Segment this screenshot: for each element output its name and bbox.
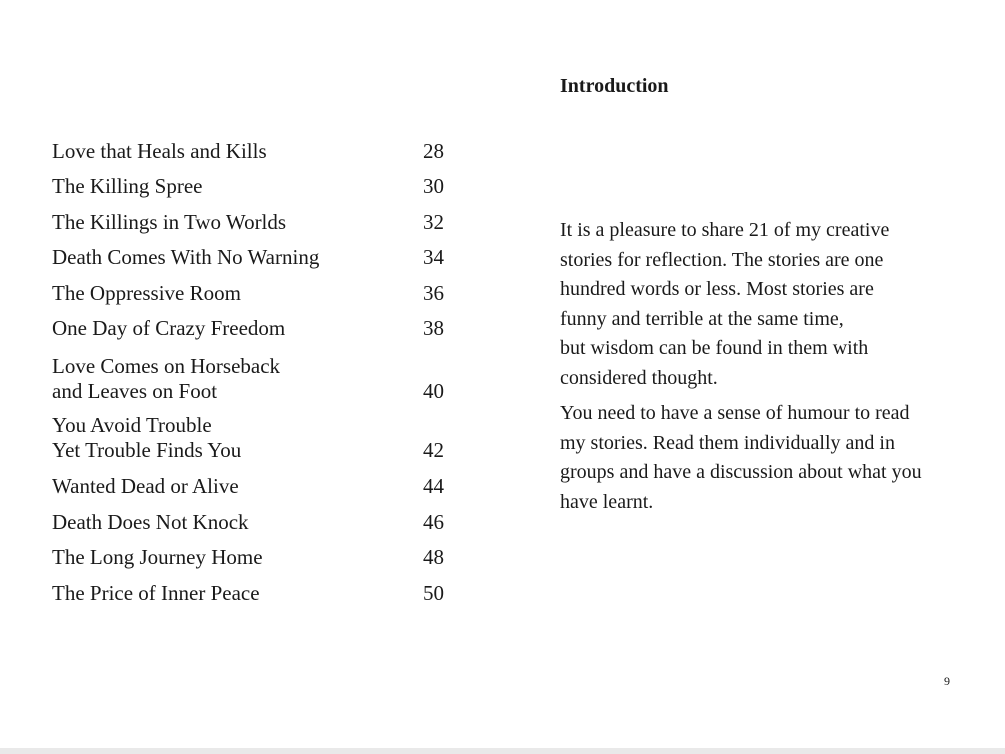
toc-entry-title <box>52 281 405 306</box>
toc-entry <box>52 306 452 342</box>
toc-entry-title-line: Death Comes With No Warning <box>52 245 320 269</box>
toc-entry-title-line: One Day of Crazy Freedom <box>52 316 286 340</box>
toc-entry-title-line: Death Does Not Knock <box>52 509 249 534</box>
toc-entry-title-line: You Avoid Trouble <box>52 413 212 437</box>
toc-entry-title <box>52 139 405 164</box>
table-of-contents <box>52 128 452 606</box>
toc-entry-page: 28 <box>423 138 444 163</box>
toc-entry-title <box>52 316 405 341</box>
toc-entry-title <box>52 510 405 535</box>
toc-entry <box>52 341 452 404</box>
toc-entry-page: 42 <box>423 438 444 462</box>
intro-paragraph <box>560 216 940 393</box>
toc-entry-title <box>52 245 405 270</box>
toc-entry-title-line: Love Comes on Horseback <box>52 354 281 378</box>
toc-entry-title-line: Yet Trouble Finds You <box>52 438 242 462</box>
toc-entry-page: 32 <box>423 209 444 234</box>
toc-entry-title-line: The Price of Inner Peace <box>52 580 260 605</box>
intro-paragraph <box>560 399 940 517</box>
toc-entry-title <box>52 174 405 199</box>
toc-entry <box>52 404 452 463</box>
toc-entry-page: 38 <box>423 316 444 340</box>
toc-entry-title-line: The Oppressive Room <box>52 280 241 305</box>
intro-line: It is a pleasure to share 21 of my creative <box>560 219 890 241</box>
toc-entry-page: 36 <box>423 280 444 305</box>
intro-line: You need to have a sense of humour to read <box>560 402 910 424</box>
toc-entry-title <box>52 413 405 463</box>
toc-entry-title-line: The Long Journey Home <box>52 545 263 569</box>
intro-line: considered thought. <box>560 366 718 389</box>
intro-line: stories for reflection. The stories are one <box>560 248 884 271</box>
toc-entry-page: 34 <box>423 245 444 269</box>
toc-entry <box>52 535 452 571</box>
intro-line: funny and terrible at the same time, <box>560 307 844 330</box>
toc-entry <box>52 499 452 535</box>
bottom-bar <box>0 748 1005 754</box>
toc-entry-page: 48 <box>423 545 444 569</box>
toc-entry <box>52 463 452 499</box>
toc-entry <box>52 235 452 271</box>
toc-entry-title <box>52 581 405 606</box>
toc-entry-title <box>52 545 405 570</box>
toc-entry-title-line: The Killings in Two Worlds <box>52 209 287 234</box>
intro-body <box>560 216 940 523</box>
intro-line: my stories. Read them individually and in <box>560 431 895 454</box>
page-number: 9 <box>944 674 950 688</box>
toc-entry-title-line: Wanted Dead or Alive <box>52 474 239 498</box>
toc-entry-title-line: Love that Heals and Kills <box>52 138 267 163</box>
toc-entry-title <box>52 354 405 404</box>
toc-entry-page: 40 <box>423 379 444 403</box>
toc-entry-title <box>52 210 405 235</box>
toc-entry <box>52 570 452 606</box>
toc-entry-title <box>52 474 405 499</box>
toc-entry <box>52 270 452 306</box>
intro-line: hundred words or less. Most stories are <box>560 278 874 300</box>
toc-entry-page: 44 <box>423 474 444 498</box>
toc-entry <box>52 128 452 164</box>
toc-entry <box>52 164 452 200</box>
intro-line: have learnt. <box>560 490 654 513</box>
toc-entry-page: 46 <box>423 509 444 534</box>
toc-entry-page: 30 <box>423 174 444 198</box>
toc-entry <box>52 199 452 235</box>
intro-line: groups and have a discussion about what you <box>560 461 922 483</box>
toc-entry-title-line: and Leaves on Foot <box>52 379 218 403</box>
toc-entry-title-line: The Killing Spree <box>52 174 203 198</box>
intro-line: but wisdom can be found in them with <box>560 337 869 359</box>
toc-entry-page: 50 <box>423 580 444 605</box>
intro-heading: Introduction <box>560 75 669 97</box>
